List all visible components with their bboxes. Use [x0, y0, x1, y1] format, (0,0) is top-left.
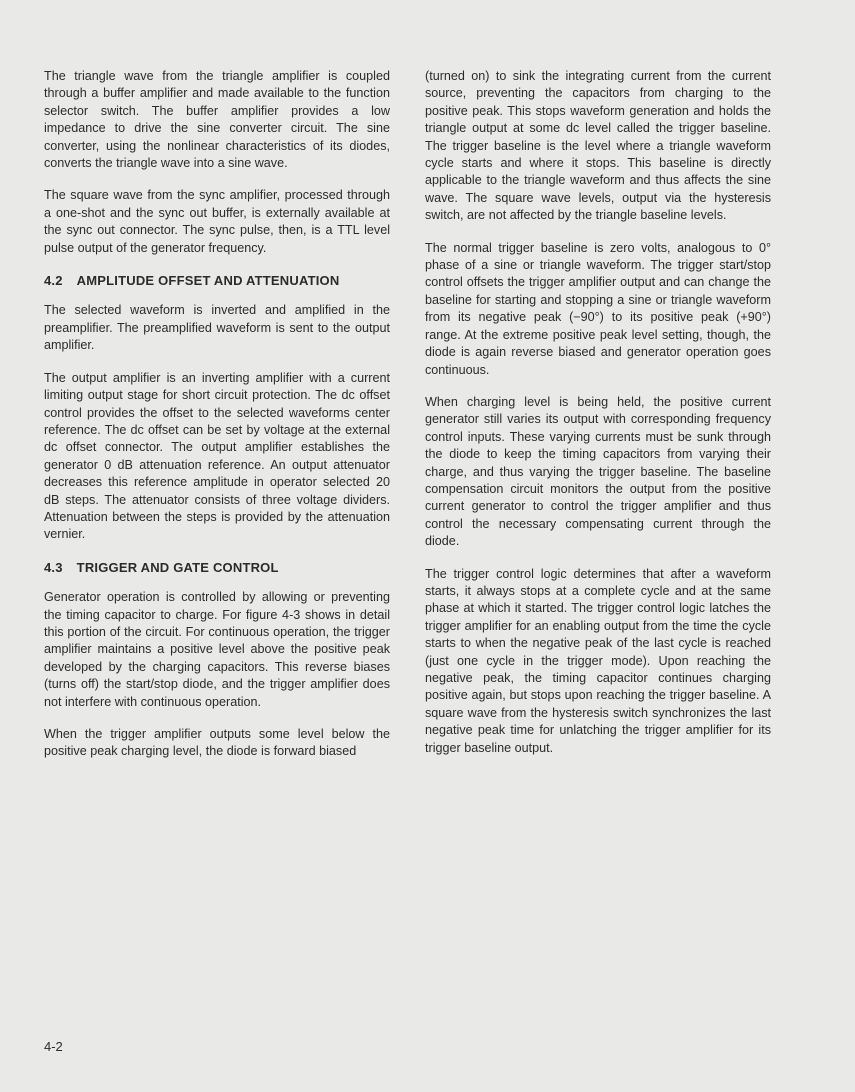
section-heading-4-2: [44, 272, 390, 289]
paragraph-trigger-baseline: (turned on) to sink the integrating current from the current source, preventing the capacitors from charging to the positive peak. This stops waveform generation and holds the triangle output at some dc level called the trigger baseline. The trigger baseline is the level where a triangle waveform cycle starts and where it stops. This baseline is directly applicable to the triangle waveform and thus affects the sine wave. The square wave levels, output via the hysteresis switch, are not affected by the triangle baseline levels.: [425, 69, 771, 223]
paragraph-triangle-buffer: The triangle wave from the triangle amplifier is coupled through a buffer amplifier and made available to the function selector switch. The buffer amplifier provides a low impedance to drive the sine converter circuit. The sine converter, using the nonlinear characteristics of its diodes, converts the triangle wave into a sine wave.: [44, 69, 390, 171]
left-column: [44, 68, 390, 776]
section-title: TRIGGER AND GATE CONTROL: [76, 559, 279, 575]
paragraph-trigger-output: When the trigger amplifier outputs some level below the positive peak charging level, the diode is forward biased: [44, 727, 390, 759]
page-number: 4-2: [44, 1039, 63, 1054]
paragraph-sync-out: The square wave from the sync amplifier, processed through a one-shot and the sync out buffer, is externally available at the sync out connector. The sync pulse, then, is a TTL level pulse output of the generator frequency.: [44, 188, 390, 255]
paragraph-normal-baseline: The normal trigger baseline is zero volts, analogous to 0° phase of a sine or triangle waveform. The trigger start/stop control offsets the trigger amplifier output and can change the baseline for starting and stopping a sine or triangle waveform from its negative peak (−90°) to its positive peak (+90°) range. At the extreme positive peak level setting, though, the diode is again reverse biased and generator operation goes continuous.: [425, 240, 771, 377]
paragraph-generator-operation: Generator operation is controlled by allowing or preventing the timing capacitor to charge. For figure 4-3 shows in detail this portion of the circuit. For continuous operation, the trigger amplifier maintains a positive level above the positive peak developed by the charging capacitors. This reverse biases (turns off) the start/stop diode, and the trigger amplifier does not interfere with continuous operation.: [44, 590, 390, 709]
section-heading-4-3: [44, 559, 390, 576]
section-number: 4.3: [44, 559, 63, 575]
section-number: 4.2: [44, 273, 63, 289]
paragraph-charging-level: When charging level is being held, the positive current generator still varies its output with corresponding frequency control inputs. These varying currents must be sunk through the diode to keep the timing capacitors from varying their charge, and thus varying the trigger baseline. The baseline compensation circuit monitors the output from the positive current generator to control the trigger amplifier and thus control the necessary compensating current through the diode.: [425, 394, 771, 549]
paragraph-preamplifier: The selected waveform is inverted and amplified in the preamplifier. The preamplified waveform is sent to the output amplifier.: [44, 303, 390, 353]
paragraph-output-amplifier: The output amplifier is an inverting amplifier with a current limiting output stage for short circuit protection. The dc offset control provides the offset to the selected waveforms center reference. The dc offset can be set by voltage at the external dc offset connector. The output amplifier establishes the generator 0 dB attenuation reference. An output attenuator decreases this reference amplitude in operator selected 20 dB steps. The attenuator consists of three voltage dividers. Attenuation between the steps is provided by the attenuation vernier.: [44, 370, 390, 542]
right-column: [425, 68, 771, 772]
section-title: AMPLITUDE OFFSET AND ATTENUATION: [76, 273, 340, 289]
paragraph-trigger-logic: The trigger control logic determines that after a waveform starts, it always stops at a complete cycle and at the same phase at which it started. The trigger control logic latches the trigger amplifier for an enabling output from the time the cycle starts to when the negative peak of the last cycle is reached (just one cycle in the trigger mode). Upon reaching the negative peak, the timing capacitor continues charging positive again, but stops upon reaching the trigger baseline. A square wave from the hysteresis switch synchronizes the last negative peak time for unlatching the trigger amplifier for its trigger baseline output.: [425, 566, 771, 755]
